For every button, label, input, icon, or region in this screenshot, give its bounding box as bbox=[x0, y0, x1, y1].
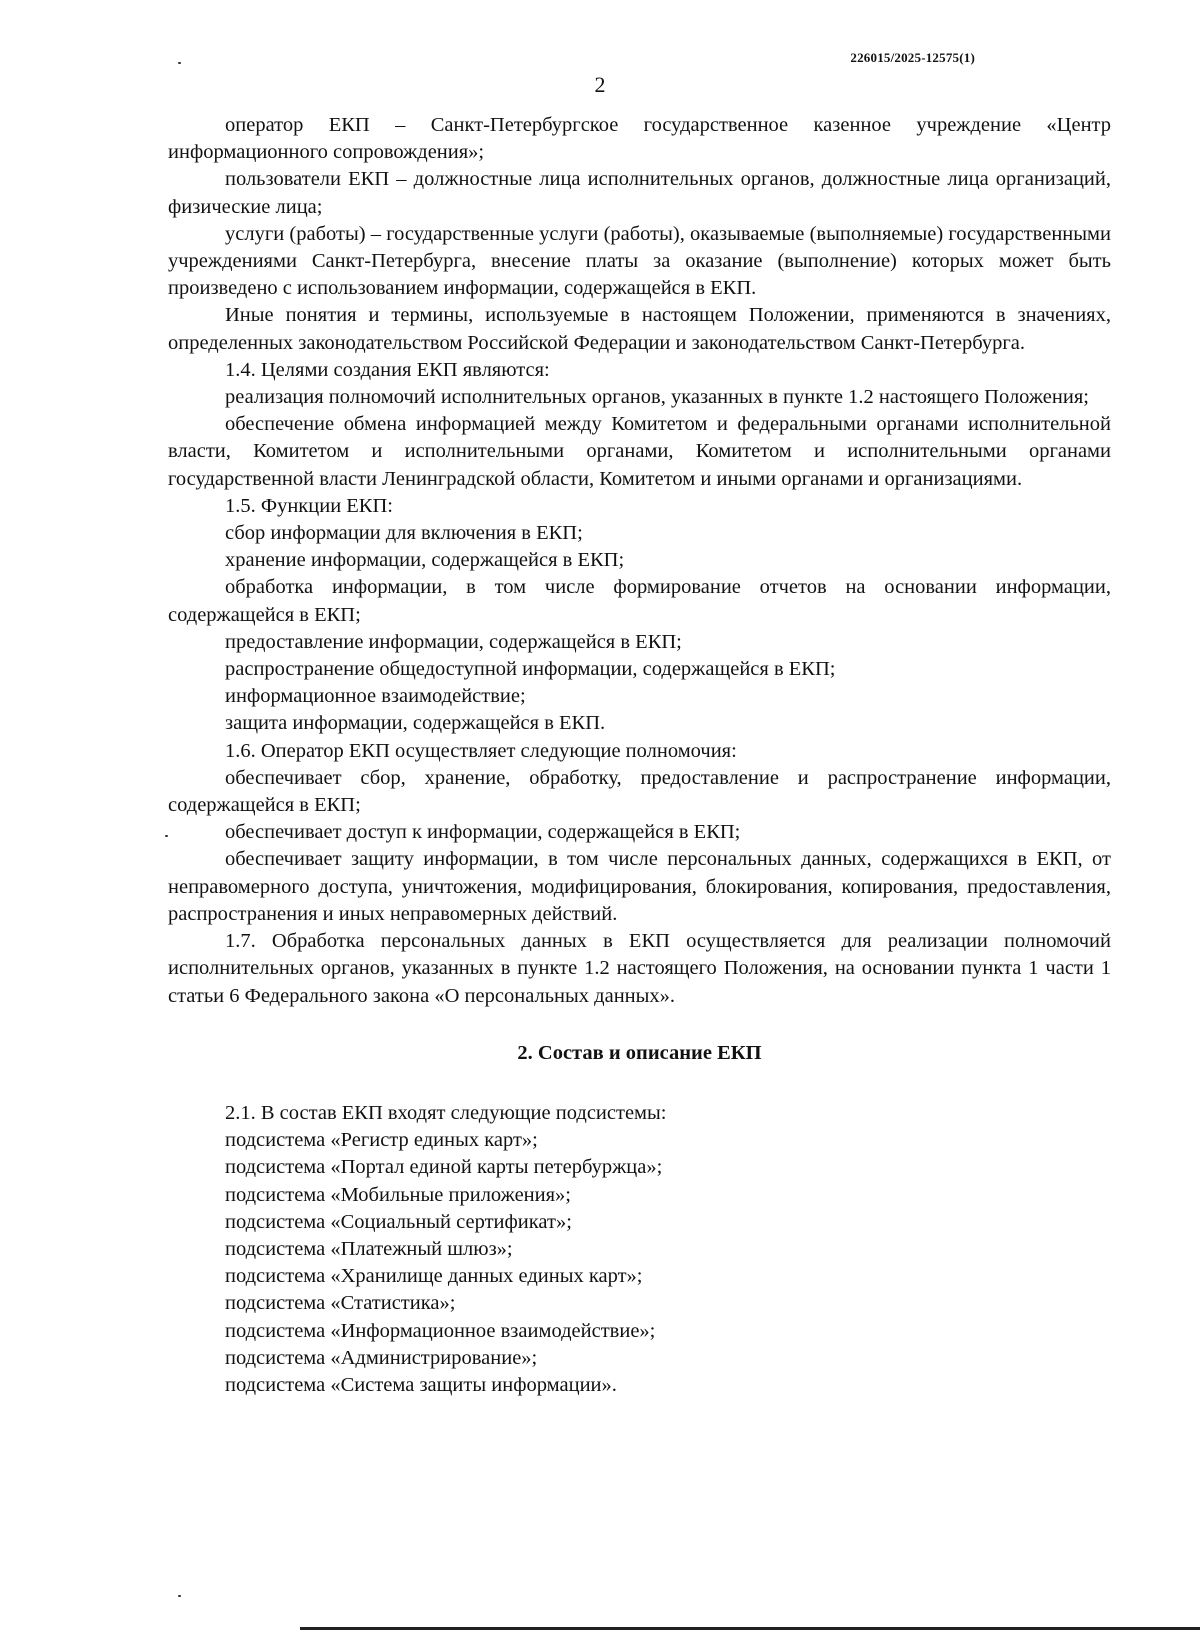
subsystems-intro: 2.1. В состав ЕКП входят следующие подсистемы: bbox=[225, 1101, 667, 1124]
list-item: подсистема «Портал единой карты петербуржца»; bbox=[225, 1156, 663, 1179]
list-item: подсистема «Социальный сертификат»; bbox=[225, 1210, 572, 1233]
subsystems-list bbox=[168, 1100, 1111, 1399]
paragraph: услуги (работы) – государственные услуги (работы), оказываемые (выполняемые) государственными учреждениями Санкт-Петербурга, внесение платы за оказание (выполнение) которых может быть произведено с использованием информации, содержащейся в ЕКП. bbox=[168, 222, 1111, 300]
paragraph: 1.7. Обработка персональных данных в ЕКП осуществляется для реализации полномочий исполнительных органов, указанных в пункте 1.2 настоящего Положения, на основании пункта 1 части 1 статьи 6 Федерального закона «О персональных данных». bbox=[168, 930, 1111, 1007]
section-heading: 2. Состав и описание ЕКП bbox=[517, 1041, 762, 1064]
paragraph: Иные понятия и термины, используемые в настоящем Положении, применяются в значениях, определенных законодательством Российской Федерации и законодательством Санкт-Петербурга. bbox=[168, 304, 1111, 354]
scan-edge-line bbox=[300, 1627, 1200, 1630]
scan-speck bbox=[165, 835, 168, 837]
paragraph: обработка информации, в том числе формирование отчетов на основании информации, содержащейся в ЕКП; bbox=[168, 576, 1111, 626]
list-item: подсистема «Информационное взаимодействие»; bbox=[225, 1319, 656, 1342]
list-item: подсистема «Статистика»; bbox=[225, 1292, 456, 1315]
document-body bbox=[168, 112, 1111, 1399]
paragraph: предоставление информации, содержащейся в ЕКП; bbox=[225, 630, 682, 653]
paragraph: обеспечение обмена информацией между Комитетом и федеральными органами исполнительной власти, Комитетом и исполнительными органами, Комитетом и исполнительными органами государственной власти Ленинградской области, Комитетом и иными органами и организациями. bbox=[168, 413, 1111, 490]
document-number: 226015/2025-12575(1) bbox=[850, 50, 975, 65]
paragraph: защита информации, содержащейся в ЕКП. bbox=[225, 712, 606, 735]
paragraph: сбор информации для включения в ЕКП; bbox=[225, 522, 583, 545]
paragraph: оператор ЕКП – Санкт-Петербургское государственное казенное учреждение «Центр информационного сопровождения»; bbox=[168, 114, 1111, 164]
paragraph: распространение общедоступной информации, содержащейся в ЕКП; bbox=[225, 658, 836, 681]
list-item: подсистема «Администрирование»; bbox=[225, 1346, 538, 1369]
paragraph: 1.4. Целями создания ЕКП являются: bbox=[225, 358, 550, 381]
list-item: подсистема «Регистр единых карт»; bbox=[225, 1129, 538, 1152]
list-item: подсистема «Хранилище данных единых карт»; bbox=[225, 1265, 643, 1288]
page-number: 2 bbox=[594, 72, 606, 97]
paragraph: обеспечивает сбор, хранение, обработку, предоставление и распространение информации, содержащейся в ЕКП; bbox=[168, 766, 1111, 817]
scan-speck bbox=[178, 62, 181, 64]
list-item: подсистема «Система защиты информации». bbox=[225, 1373, 617, 1396]
list-item: подсистема «Мобильные приложения»; bbox=[225, 1183, 571, 1206]
paragraph: пользователи ЕКП – должностные лица исполнительных органов, должностные лица организаций, физические лица; bbox=[168, 168, 1111, 218]
paragraph: обеспечивает доступ к информации, содержащейся в ЕКП; bbox=[225, 821, 741, 844]
list-item: подсистема «Платежный шлюз»; bbox=[225, 1237, 513, 1260]
paragraph: 1.5. Функции ЕКП: bbox=[225, 494, 393, 517]
paragraph: информационное взаимодействие; bbox=[225, 685, 526, 708]
paragraph: 1.6. Оператор ЕКП осуществляет следующие полномочия: bbox=[225, 739, 737, 762]
paragraph: хранение информации, содержащейся в ЕКП; bbox=[225, 549, 625, 572]
paragraph: реализация полномочий исполнительных органов, указанных в пункте 1.2 настоящего Положения; bbox=[225, 386, 1089, 409]
scan-speck bbox=[178, 1595, 181, 1597]
paragraph: обеспечивает защиту информации, в том числе персональных данных, содержащихся в ЕКП, от неправомерного доступа, уничтожения, модифицирования, блокирования, копирования, предоставления, распространения и иных неправомерных действий. bbox=[168, 848, 1111, 925]
